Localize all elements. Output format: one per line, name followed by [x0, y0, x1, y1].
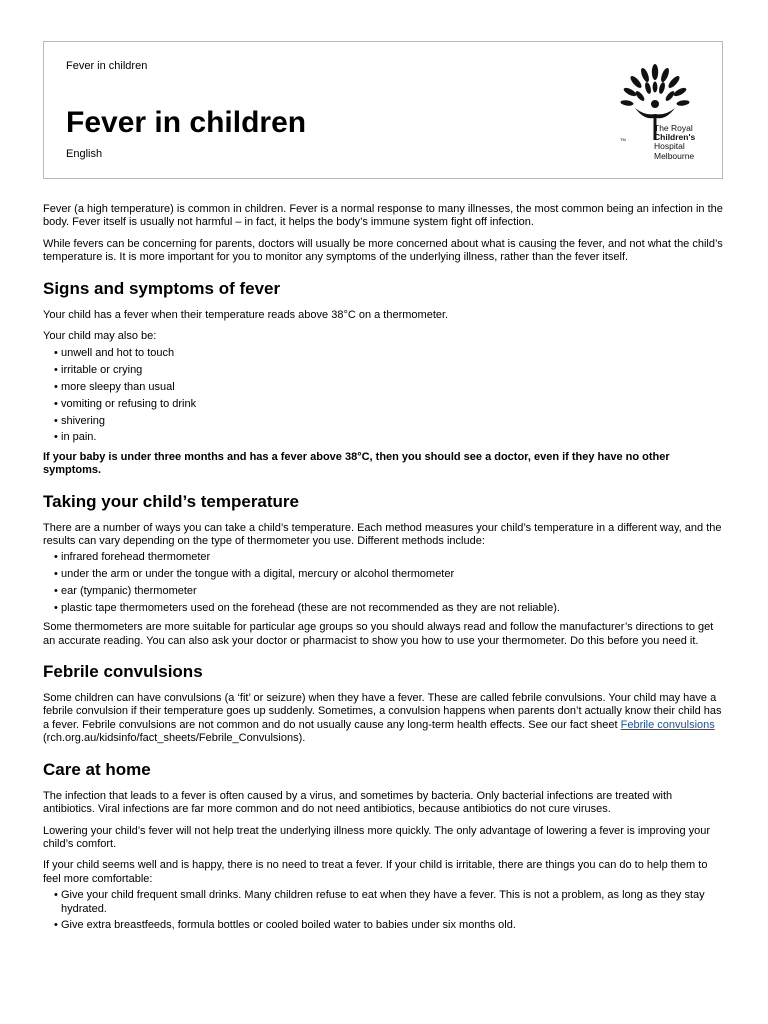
list-item: • plastic tape thermometers used on the forehead (these are not recommended as they are not reliable).	[54, 602, 727, 615]
list-item: • Give extra breastfeeds, formula bottles or cooled boiled water to babies under six months old.	[54, 919, 727, 932]
care-paragraph-3: If your child seems well and is happy, there is no need to treat a fever. If your child is irritable, there are things you can do to help them to feel more comfortable:	[43, 859, 708, 885]
document-header	[43, 41, 723, 179]
rch-logo	[600, 60, 710, 166]
list-item: • shivering	[54, 415, 727, 428]
signs-paragraph-2: Your child may also be:	[43, 330, 157, 343]
intro-paragraph-1: Fever (a high temperature) is common in children. Fever is a normal response to many illnesses, the most common being an infection in the body. Fever itself is usually not harmful – in fact, it helps the body’s immune system fight off infection.	[43, 203, 723, 229]
methods-list	[43, 551, 727, 615]
list-item: • unwell and hot to touch	[54, 347, 727, 360]
care-paragraph-1: The infection that leads to a fever is often caused by a virus, and sometimes by bacteria. Only bacterial infections are treated with antibiotics. Viral infections are far more common and do not need antibiotics, because antibiotics do not cure viruses.	[43, 789, 673, 816]
document-body	[43, 203, 727, 939]
section-heading-signs: Signs and symptoms of fever	[43, 278, 281, 298]
list-item: • Give your child frequent small drinks. Many children refuse to eat when they have a fever. This is not a problem, as long as they stay hydrated.	[54, 889, 727, 916]
febrile-convulsions-link[interactable]: Febrile convulsions	[620, 718, 715, 731]
page-title: Fever in children	[66, 106, 307, 139]
taking-paragraph-1: There are a number of ways you can take a child’s temperature. Each method measures your child’s temperature in a different way, and the results can vary depending on the type of thermometer you use. Different methods include:	[43, 521, 722, 548]
care-paragraph-2: Lowering your child’s fever will not help treat the underlying illness more quickly. The only advantage of lowering a fever is improving your child’s comfort.	[43, 824, 711, 850]
breadcrumb: Fever in children	[66, 60, 148, 72]
list-item: • more sleepy than usual	[54, 381, 727, 394]
list-item: • in pain.	[54, 431, 727, 444]
section-heading-taking-temperature: Taking your child’s temperature	[43, 491, 300, 511]
signs-paragraph-1: Your child has a fever when their temperature reads above 38°C on a thermometer.	[43, 308, 449, 321]
infant-warning: If your baby is under three months and has a fever above 38°C, then you should see a doctor, even if they have no other symptoms.	[43, 450, 670, 477]
symptoms-list	[43, 347, 727, 444]
list-item: • infrared forehead thermometer	[54, 551, 727, 564]
care-tips-list	[43, 889, 727, 933]
trademark-mark: TM	[620, 137, 626, 142]
febrile-paragraph: Some children can have convulsions (a ‘fit’ or seizure) when they have a fever. These are called febrile convulsions. Your child may have a febrile convulsion if their temperature goes up suddenly. Sometimes, a convulsion happens when parents don’t actually know their child has a fever. Febrile convulsions are not common and do not usually cause any long-term health effects. See our fact sheet Febrile convulsions (rch.org.au/kidsinfo/fact_sheets/Febrile_Convulsions).	[43, 692, 722, 745]
list-item: • irritable or crying	[54, 364, 727, 377]
taking-paragraph-2: Some thermometers are more suitable for particular age groups so you should always read and follow the manufacturer’s directions to get an accurate reading. You can also ask your doctor or pharmacist to show you how to use your thermometer. Do this before you need it.	[43, 621, 714, 647]
list-item: • ear (tympanic) thermometer	[54, 585, 727, 598]
list-item: • under the arm or under the tongue with a digital, mercury or alcohol thermometer	[54, 568, 727, 581]
language-label: English	[66, 148, 103, 160]
section-heading-care-at-home: Care at home	[43, 759, 151, 779]
section-heading-febrile-convulsions: Febrile convulsions	[43, 662, 203, 682]
logo-wordmark: The Royal Children's Hospital Melbourne	[654, 123, 696, 161]
list-item: • vomiting or refusing to drink	[54, 398, 727, 411]
intro-paragraph-2: While fevers can be concerning for parents, doctors will usually be more concerned about what is causing the fever, and not what the child’s temperature is. It is more important for you to monitor any symptoms of the underlying illness, rather than the fever itself.	[43, 237, 723, 264]
